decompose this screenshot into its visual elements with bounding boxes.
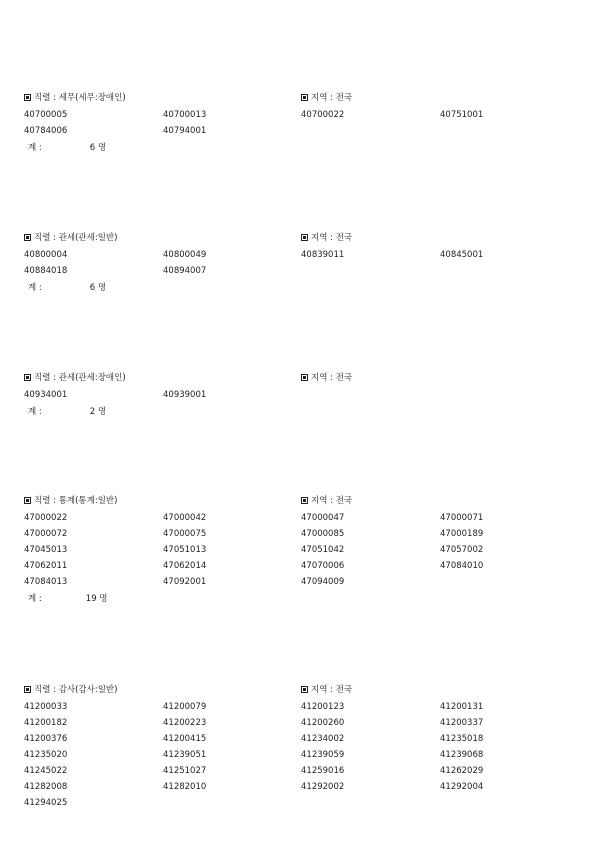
candidate-number: 40700022 [301, 110, 345, 120]
candidate-number: 41251027 [163, 766, 207, 776]
candidate-number: 47070006 [301, 561, 345, 571]
candidate-number: 47000047 [301, 513, 345, 523]
candidate-number: 47000072 [24, 529, 68, 539]
candidate-number-grid [24, 701, 584, 813]
candidate-number: 40934001 [24, 390, 68, 400]
total-row [28, 142, 106, 154]
candidate-number: 47051013 [163, 545, 207, 555]
candidate-number-grid [24, 109, 584, 141]
total-count: 6 명 [89, 283, 107, 293]
candidate-number: 47000022 [24, 513, 68, 523]
candidate-number: 41200376 [24, 734, 68, 744]
candidate-number: 41200415 [163, 734, 207, 744]
job-category-label: 직렬 : 통계(통계:일반) [34, 496, 118, 506]
filled-square-icon [301, 686, 308, 693]
candidate-number: 41200182 [24, 718, 68, 728]
job-category-label: 직렬 : 세무(세무:장애인) [34, 93, 126, 103]
candidate-number: 47051042 [301, 545, 345, 555]
candidate-number: 47092001 [163, 577, 207, 587]
candidate-number-grid [24, 512, 584, 592]
job-category-label: 직렬 : 관세(관세:일반) [34, 233, 118, 243]
candidate-number: 41239059 [301, 750, 345, 760]
candidate-number: 41200337 [440, 718, 484, 728]
candidate-number: 47000085 [301, 529, 345, 539]
region-label: 지역 : 전국 [311, 233, 353, 243]
filled-square-icon [301, 94, 308, 101]
candidate-number: 40700005 [24, 110, 68, 120]
candidate-number: 47000189 [440, 529, 484, 539]
candidate-number-grid [24, 249, 584, 281]
total-row [28, 406, 106, 418]
total-count: 2 명 [89, 407, 107, 417]
region-label: 지역 : 전국 [311, 373, 353, 383]
job-category-header [24, 232, 117, 244]
candidate-number: 41282010 [163, 782, 207, 792]
candidate-number: 40884018 [24, 266, 68, 276]
candidate-number: 41200123 [301, 702, 345, 712]
total-label: 계 : [28, 594, 42, 604]
candidate-number: 41235018 [440, 734, 484, 744]
job-category-header [24, 372, 126, 384]
region-header [301, 372, 352, 384]
total-label: 계 : [28, 407, 42, 417]
candidate-number: 47000075 [163, 529, 207, 539]
candidate-number: 40800004 [24, 250, 68, 260]
filled-square-icon [301, 234, 308, 241]
region-label: 지역 : 전국 [311, 496, 353, 506]
candidate-number: 40794001 [163, 126, 207, 136]
filled-square-icon [301, 374, 308, 381]
candidate-number: 41200131 [440, 702, 484, 712]
candidate-number: 41234002 [301, 734, 345, 744]
candidate-number: 47000071 [440, 513, 484, 523]
region-label: 지역 : 전국 [311, 685, 353, 695]
total-count: 6 명 [89, 143, 107, 153]
candidate-number: 40845001 [440, 250, 484, 260]
region-label: 지역 : 전국 [311, 93, 353, 103]
candidate-number: 41292004 [440, 782, 484, 792]
job-category-header [24, 684, 117, 696]
filled-square-icon [24, 374, 31, 381]
region-header [301, 92, 352, 104]
region-header [301, 684, 352, 696]
filled-square-icon [24, 94, 31, 101]
candidate-number: 47062011 [24, 561, 68, 571]
filled-square-icon [24, 686, 31, 693]
candidate-number: 40751001 [440, 110, 484, 120]
candidate-number: 41239068 [440, 750, 484, 760]
candidate-number: 40839011 [301, 250, 345, 260]
candidate-number: 41282008 [24, 782, 68, 792]
candidate-number: 41200079 [163, 702, 207, 712]
candidate-number: 40800049 [163, 250, 207, 260]
region-header [301, 232, 352, 244]
total-count: 19 명 [85, 594, 108, 604]
total-label: 계 : [28, 283, 42, 293]
candidate-number-grid [24, 389, 584, 405]
total-row [28, 593, 108, 605]
candidate-number: 40939001 [163, 390, 207, 400]
candidate-number: 47084013 [24, 577, 68, 587]
candidate-number: 41200260 [301, 718, 345, 728]
candidate-number: 47084010 [440, 561, 484, 571]
candidate-number: 47094009 [301, 577, 345, 587]
candidate-number: 41262029 [440, 766, 484, 776]
region-header [301, 495, 352, 507]
candidate-number: 41245022 [24, 766, 68, 776]
filled-square-icon [24, 497, 31, 504]
candidate-number: 41235020 [24, 750, 68, 760]
candidate-number: 41294025 [24, 798, 68, 808]
candidate-number: 40700013 [163, 110, 207, 120]
candidate-number: 47057002 [440, 545, 484, 555]
candidate-number: 47062014 [163, 561, 207, 571]
candidate-number: 47000042 [163, 513, 207, 523]
candidate-number: 41259016 [301, 766, 345, 776]
job-category-label: 직렬 : 관세(관세:장애인) [34, 373, 126, 383]
candidate-number: 40784006 [24, 126, 68, 136]
job-category-label: 직렬 : 감사(감사:일반) [34, 685, 118, 695]
candidate-number: 41239051 [163, 750, 207, 760]
filled-square-icon [24, 234, 31, 241]
candidate-number: 47045013 [24, 545, 68, 555]
candidate-number: 41200223 [163, 718, 207, 728]
filled-square-icon [301, 497, 308, 504]
total-row [28, 282, 106, 294]
candidate-number: 40894007 [163, 266, 207, 276]
candidate-number: 41200033 [24, 702, 68, 712]
total-label: 계 : [28, 143, 42, 153]
candidate-number: 41292002 [301, 782, 345, 792]
job-category-header [24, 495, 117, 507]
job-category-header [24, 92, 126, 104]
